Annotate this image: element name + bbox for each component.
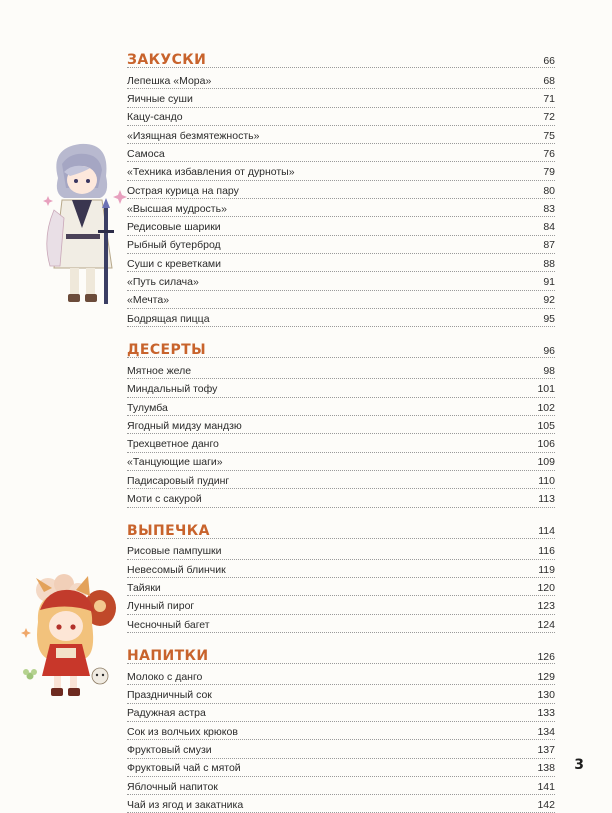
entry-title: «Путь силача» xyxy=(127,276,199,289)
toc-entry[interactable] xyxy=(127,685,555,703)
entry-page-number: 129 xyxy=(537,670,555,683)
toc-entry[interactable] xyxy=(127,181,555,199)
toc-entry[interactable] xyxy=(127,291,555,309)
entry-title: Чай из ягод и закатника xyxy=(127,798,244,811)
chibi-swordsman-illustration xyxy=(40,138,126,310)
entry-title: Невесомый блинчик xyxy=(127,563,226,576)
entry-page-number: 102 xyxy=(537,401,555,414)
section-snacks xyxy=(127,48,555,327)
entry-page-number: 113 xyxy=(538,493,555,506)
toc-entry[interactable] xyxy=(127,254,555,272)
entry-title: Кацу-сандо xyxy=(127,111,183,124)
entry-title: «Изящная безмятежность» xyxy=(127,129,260,142)
section-drinks xyxy=(127,644,555,813)
toc-entry[interactable] xyxy=(127,667,555,685)
toc-entry[interactable] xyxy=(127,777,555,795)
entry-page-number: 80 xyxy=(543,184,555,197)
section-heading[interactable] xyxy=(127,338,555,358)
toc-entry[interactable] xyxy=(127,309,555,327)
toc-entry[interactable] xyxy=(127,361,555,379)
toc-entry[interactable] xyxy=(127,126,555,144)
toc-entry[interactable] xyxy=(127,596,555,614)
entry-title: Трехцветное данго xyxy=(127,438,219,451)
toc-entry[interactable] xyxy=(127,615,555,633)
entry-page-number: 124 xyxy=(537,618,555,631)
entry-page-number: 133 xyxy=(537,707,555,720)
toc-entry[interactable] xyxy=(127,162,555,180)
toc-entry[interactable] xyxy=(127,542,555,560)
section-title: НАПИТКИ xyxy=(127,648,209,665)
toc-entry[interactable] xyxy=(127,453,555,471)
entry-page-number: 119 xyxy=(538,563,555,576)
entry-title: Бодрящая пицца xyxy=(127,312,210,325)
entry-page-number: 142 xyxy=(537,798,555,811)
entry-title: «Мечта» xyxy=(127,294,170,307)
entry-page-number: 134 xyxy=(537,725,555,738)
chibi-girl-illustration xyxy=(18,572,124,700)
entry-title: Фруктовый смузи xyxy=(127,744,212,756)
page-number: 3 xyxy=(574,757,584,773)
entry-title: Моти с сакурой xyxy=(127,493,202,506)
toc-entry[interactable] xyxy=(127,71,555,89)
entry-title: «Техника избавления от дурноты» xyxy=(127,166,295,179)
entry-title: Лунный пирог xyxy=(127,600,195,613)
entry-page-number: 105 xyxy=(537,419,555,432)
entry-title: Падисаровый пудинг xyxy=(127,474,230,487)
entry-title: Редисовые шарики xyxy=(127,221,221,234)
section-page-number: 66 xyxy=(543,54,555,67)
entry-title: Радужная астра xyxy=(127,707,206,720)
entry-page-number: 106 xyxy=(537,438,555,451)
table-of-contents xyxy=(127,48,555,813)
entry-page-number: 123 xyxy=(537,600,555,613)
entry-title: «Высшая мудрость» xyxy=(127,202,227,215)
section-page-number: 126 xyxy=(537,650,555,663)
entry-page-number: 101 xyxy=(537,383,555,396)
entry-page-number: 76 xyxy=(543,147,555,160)
entry-title: Мятное желе xyxy=(127,364,192,377)
section-page-number: 96 xyxy=(543,344,555,357)
toc-entry[interactable] xyxy=(127,398,555,416)
entry-title: «Танцующие шаги» xyxy=(127,456,223,469)
entry-page-number: 72 xyxy=(543,111,555,124)
entry-title: Тайяки xyxy=(127,581,161,594)
section-title: ЗАКУСКИ xyxy=(127,52,207,68)
toc-entry[interactable] xyxy=(127,722,555,740)
entry-page-number: 141 xyxy=(537,780,555,793)
toc-entry[interactable] xyxy=(127,471,555,489)
entry-title: Праздничный сок xyxy=(127,689,212,702)
entry-page-number: 137 xyxy=(537,744,555,756)
entry-page-number: 88 xyxy=(543,257,555,270)
entry-title: Лепешка «Мора» xyxy=(127,74,212,87)
toc-entry[interactable] xyxy=(127,144,555,162)
entry-page-number: 92 xyxy=(543,294,555,307)
entry-page-number: 138 xyxy=(537,762,555,775)
toc-entry[interactable] xyxy=(127,489,555,507)
toc-entry[interactable] xyxy=(127,759,555,777)
entry-page-number: 84 xyxy=(543,221,555,234)
section-title: ВЫПЕЧКА xyxy=(127,522,210,539)
section-title: ДЕСЕРТЫ xyxy=(127,342,206,359)
entry-title: Самоса xyxy=(127,147,165,160)
entry-title: Рисовые пампушки xyxy=(127,545,222,558)
entry-title: Суши с креветками xyxy=(127,257,221,270)
entry-title: Рыбный бутерброд xyxy=(127,239,221,252)
toc-entry[interactable] xyxy=(127,379,555,397)
section-heading[interactable] xyxy=(127,48,555,68)
toc-entry[interactable] xyxy=(127,89,555,107)
entry-page-number: 91 xyxy=(543,276,555,289)
entry-title: Ягодный мидзу мандзю xyxy=(127,419,242,432)
toc-entry[interactable] xyxy=(127,740,555,758)
section-page-number: 114 xyxy=(538,525,555,538)
entry-page-number: 79 xyxy=(543,166,555,179)
entry-page-number: 110 xyxy=(538,474,555,487)
entry-title: Фруктовый чай с мятой xyxy=(127,762,241,775)
entry-page-number: 98 xyxy=(543,364,555,377)
entry-title: Тулумба xyxy=(127,401,168,414)
toc-entry[interactable] xyxy=(127,236,555,254)
entry-page-number: 120 xyxy=(537,581,555,594)
entry-title: Сок из волчьих крюков xyxy=(127,725,238,738)
toc-entry[interactable] xyxy=(127,272,555,290)
toc-entry[interactable] xyxy=(127,108,555,126)
toc-entry[interactable] xyxy=(127,199,555,217)
entry-title: Острая курица на пару xyxy=(127,184,239,197)
toc-entry[interactable] xyxy=(127,217,555,235)
entry-page-number: 75 xyxy=(543,129,555,142)
section-heading[interactable] xyxy=(127,644,555,664)
entry-title: Яблочный напиток xyxy=(127,780,218,793)
section-desserts xyxy=(127,338,555,507)
entry-page-number: 71 xyxy=(543,93,555,106)
entry-title: Чесночный багет xyxy=(127,618,210,631)
toc-entry[interactable] xyxy=(127,560,555,578)
entry-page-number: 116 xyxy=(538,545,555,558)
entry-page-number: 68 xyxy=(543,74,555,87)
toc-entry[interactable] xyxy=(127,704,555,722)
entry-page-number: 109 xyxy=(537,456,555,469)
section-heading[interactable] xyxy=(127,519,555,539)
entry-page-number: 130 xyxy=(537,689,555,702)
section-pastry xyxy=(127,519,555,633)
toc-entry[interactable] xyxy=(127,578,555,596)
entry-page-number: 83 xyxy=(543,202,555,215)
entry-title: Яичные суши xyxy=(127,93,193,106)
toc-entry[interactable] xyxy=(127,795,555,813)
toc-entry[interactable] xyxy=(127,416,555,434)
entry-page-number: 95 xyxy=(543,312,555,325)
entry-page-number: 87 xyxy=(543,239,555,252)
entry-title: Молоко с данго xyxy=(127,670,203,683)
entry-title: Миндальный тофу xyxy=(127,383,218,396)
toc-entry[interactable] xyxy=(127,434,555,452)
